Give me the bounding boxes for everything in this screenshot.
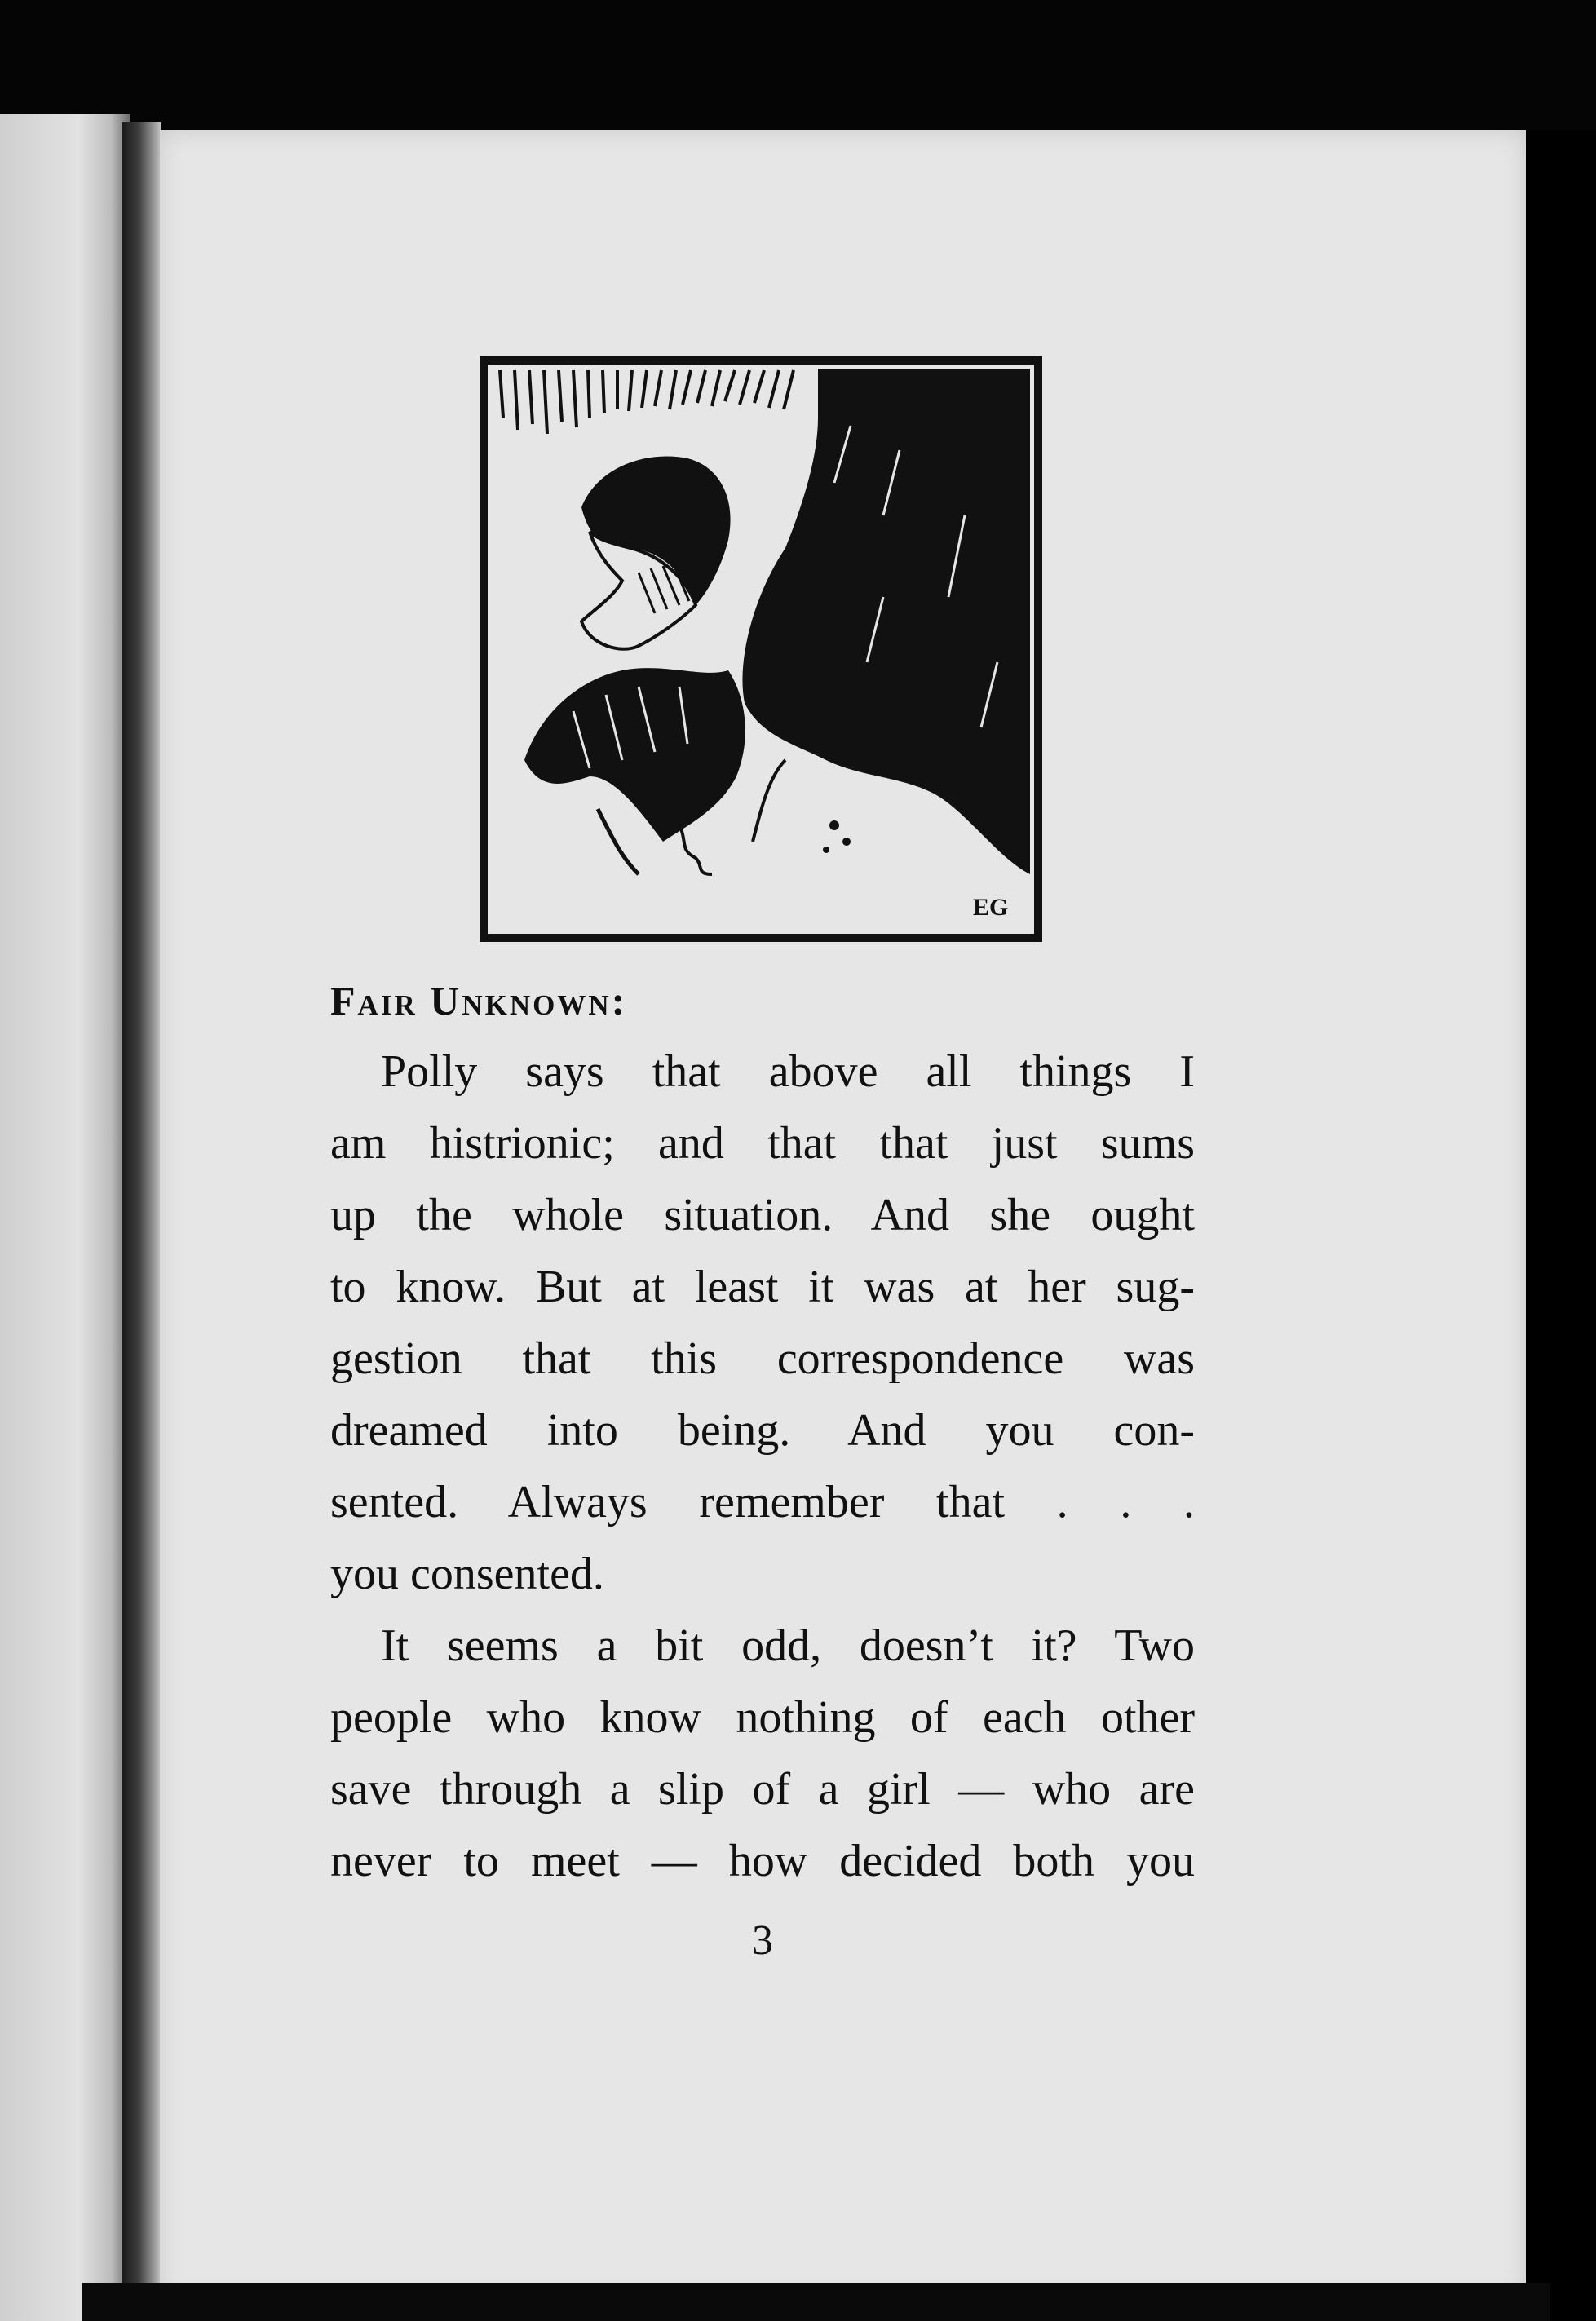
text-line: up the whole situation. And she ought xyxy=(330,1190,1195,1240)
text-line: sented. Always remember that . . . xyxy=(330,1477,1195,1527)
text-line: gestion that this correspondence was xyxy=(330,1333,1195,1384)
letter-salutation: Fair Unknown: xyxy=(330,978,628,1023)
text-line: am histrionic; and that that just sums xyxy=(330,1118,1195,1169)
portrait-woodcut-illustration xyxy=(475,352,1046,946)
facing-page-edge xyxy=(0,114,130,2321)
text-line: dreamed into being. And you con- xyxy=(330,1405,1195,1456)
text-line: It seems a bit odd, doesn’t it? Two xyxy=(381,1620,1195,1671)
text-line: never to meet — how decided both you xyxy=(330,1836,1195,1886)
text-line: Polly says that above all things I xyxy=(381,1046,1195,1097)
text-line: save through a slip of a girl — who are xyxy=(330,1764,1195,1815)
text-line: to know. But at least it was at her sug- xyxy=(330,1262,1195,1312)
portrait-illustration-icon xyxy=(475,352,1046,946)
book-gutter xyxy=(122,122,161,2316)
page-number: 3 xyxy=(752,1917,773,1964)
text-line: you consented. xyxy=(330,1549,604,1599)
body-text xyxy=(330,1036,1195,1897)
text-line: people who know nothing of each other xyxy=(330,1692,1195,1743)
page-edge-right xyxy=(1526,130,1596,2321)
bottom-scan-shadow xyxy=(82,2283,1550,2321)
illustrator-monogram: EG xyxy=(973,894,1009,921)
